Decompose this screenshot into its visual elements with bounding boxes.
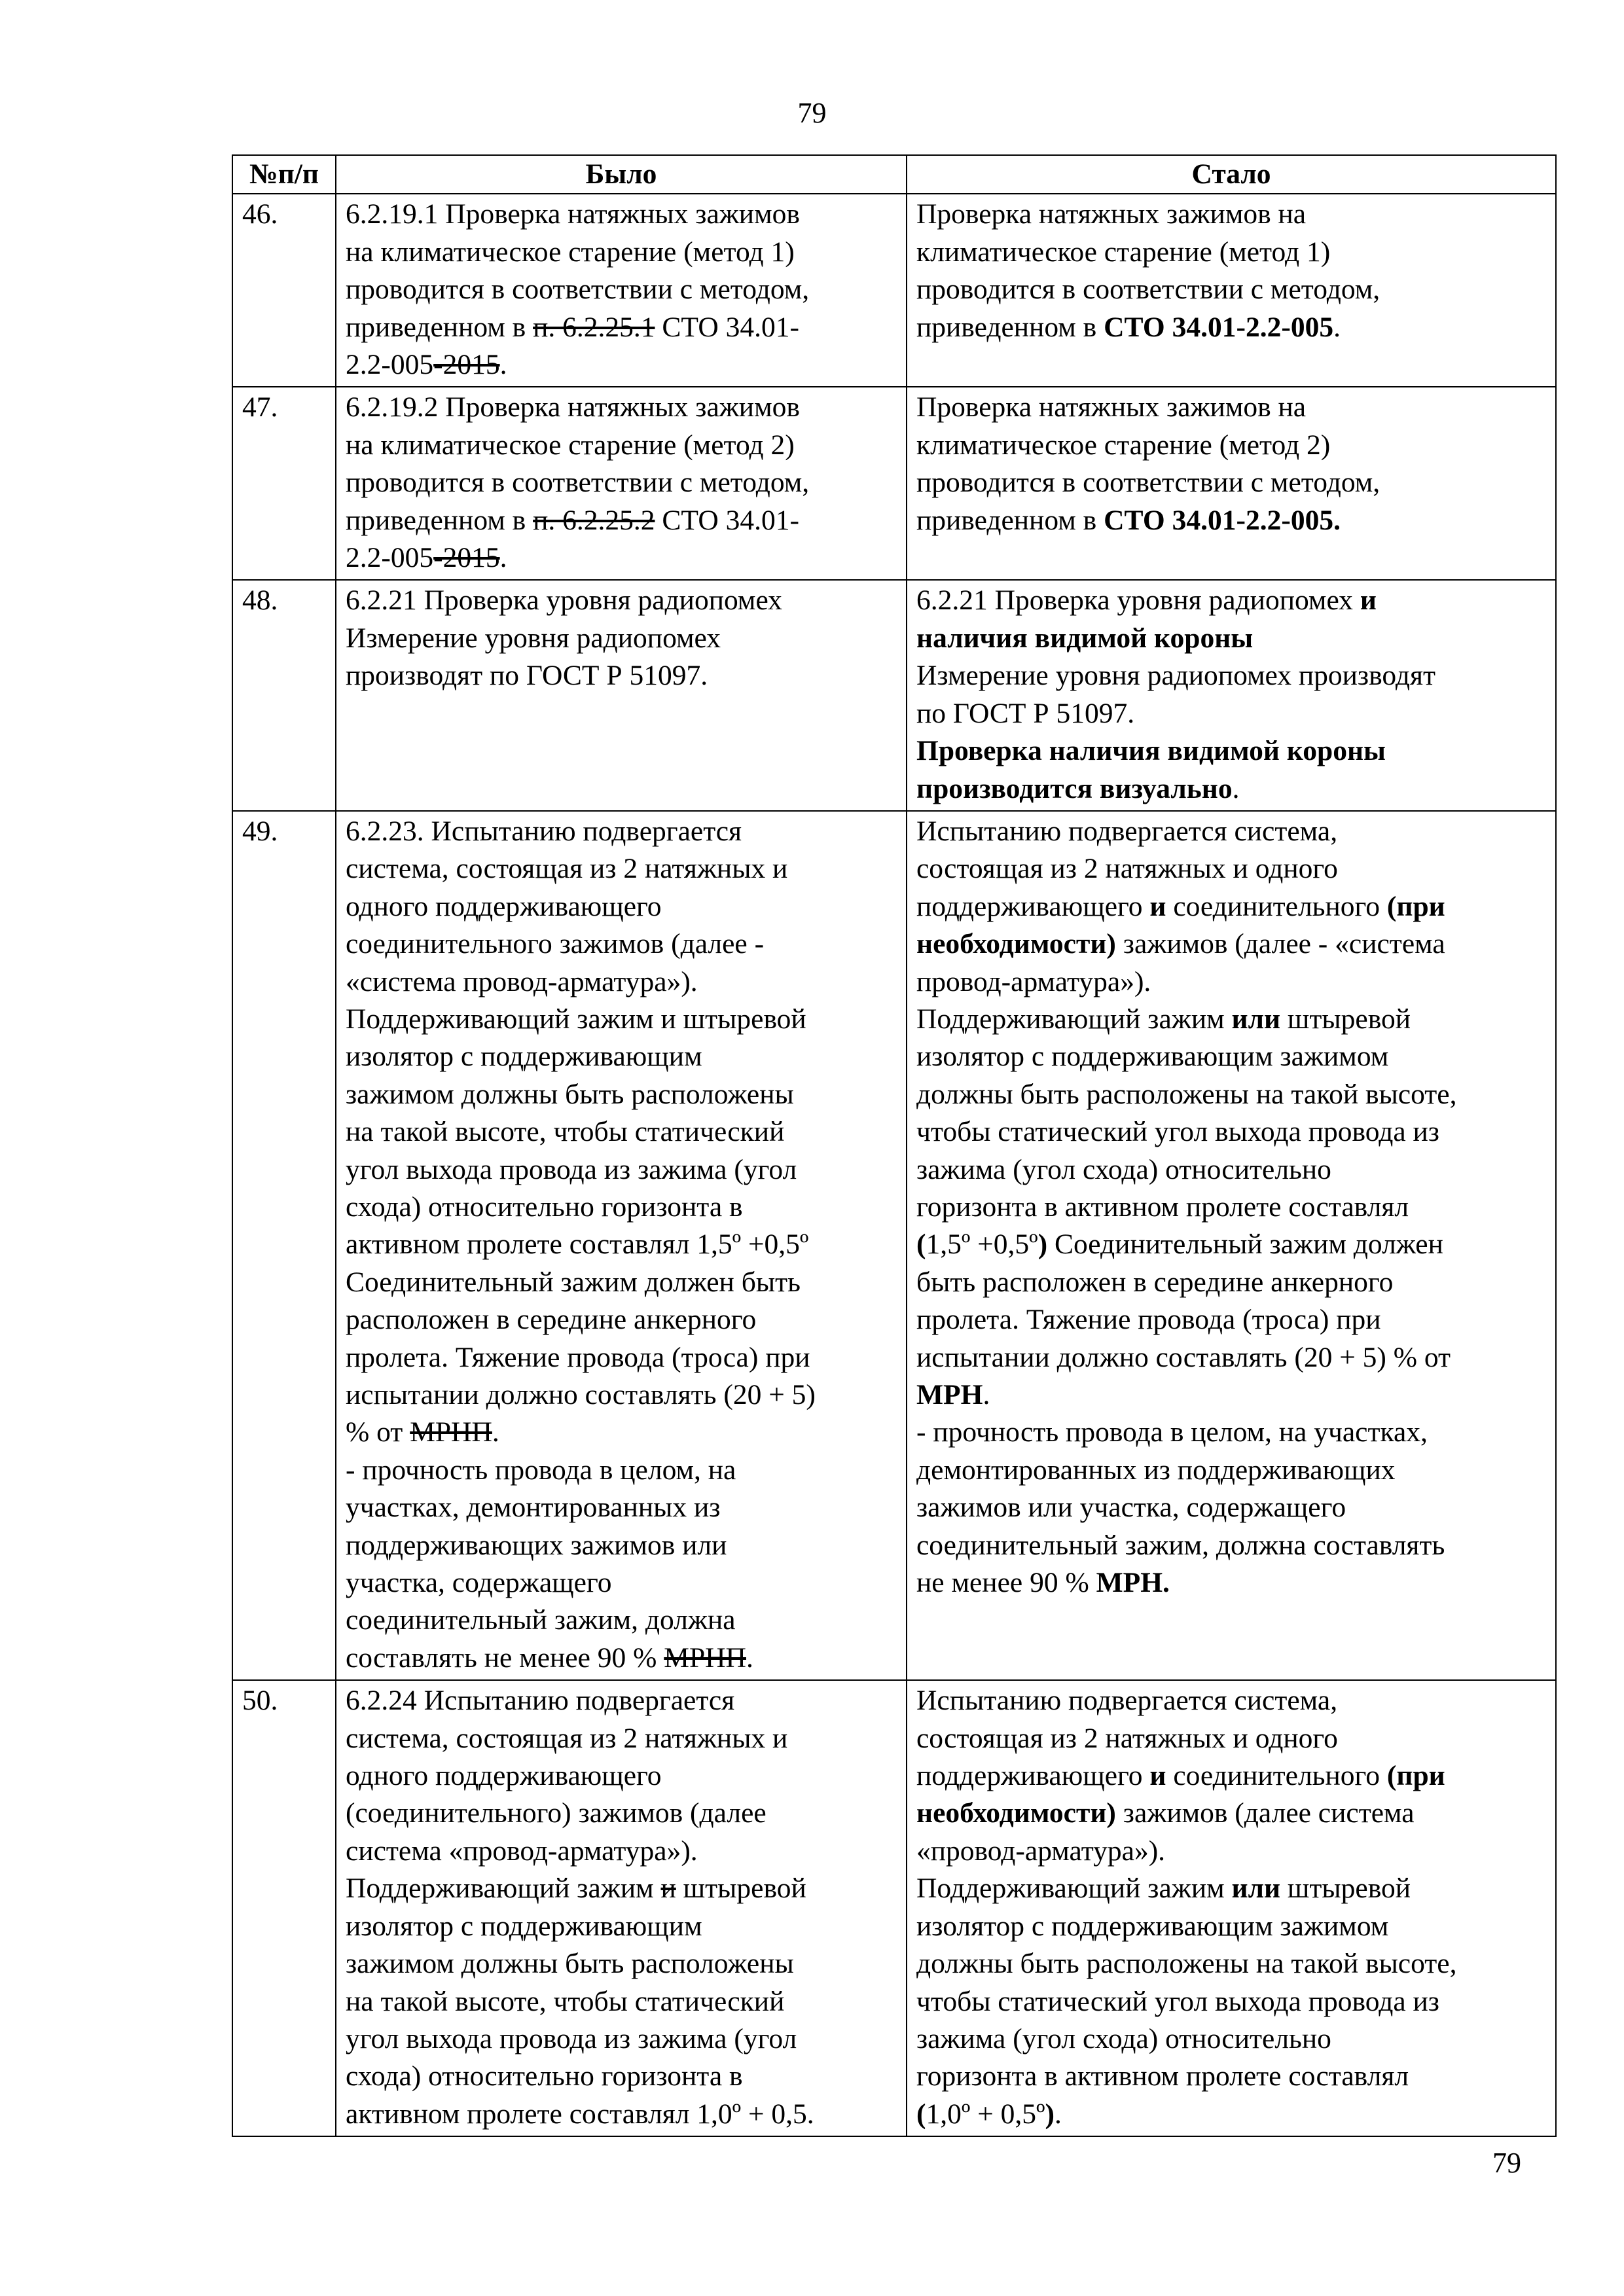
text-segment: пролета. Тяжение провода (троса) при (346, 1341, 810, 1373)
struck-text: и (660, 1873, 676, 1905)
text-line (916, 2020, 1546, 2058)
text-line (916, 1833, 1546, 1870)
text-segment: Измерение уровня радиопомех (346, 622, 721, 654)
text-line (346, 196, 897, 233)
text-segment: изолятор с поддерживающим (346, 1041, 702, 1073)
text-segment: СТО 34.01- (655, 311, 800, 343)
text-segment: горизонта в активном пролете составлял (916, 2060, 1409, 2092)
text-segment: Поддерживающий зажим (346, 1873, 661, 1905)
text-segment: Испытанию подвергается система, (916, 815, 1338, 847)
text-line (346, 1264, 897, 1301)
text-line (916, 1682, 1546, 1719)
cell-became (907, 387, 1556, 580)
comparison-table (232, 154, 1557, 2137)
text-segment: . (1232, 772, 1240, 804)
text-line (346, 1189, 897, 1226)
row-number: 50. (232, 1680, 336, 2136)
text-segment: на такой высоте, чтобы статический (346, 1116, 785, 1148)
header-became: Стало (907, 155, 1556, 194)
text-segment: . (983, 1379, 990, 1410)
text-segment: система «провод-арматура»). (346, 1835, 698, 1867)
text-line (346, 234, 897, 271)
text-segment: приведенном в (916, 504, 1104, 536)
text-line (346, 1757, 897, 1795)
text-segment: быть расположен в середине анкерного (916, 1266, 1394, 1298)
header-num: №п/п (232, 155, 336, 194)
text-line (916, 770, 1546, 808)
text-segment: Проверка натяжных зажимов на (916, 391, 1307, 423)
table-row (232, 387, 1556, 580)
text-line (346, 1983, 897, 2020)
text-segment: штыревой (676, 1873, 806, 1905)
struck-text: МРНП (410, 1416, 492, 1448)
text-line (916, 1945, 1546, 1982)
text-line (916, 582, 1546, 619)
bold-text: наличия видимой короны (916, 622, 1254, 654)
bold-text: СТО 34.01-2.2-005 (1104, 311, 1334, 343)
text-line (346, 963, 897, 1001)
text-segment: климатическое старение (метод 1) (916, 236, 1331, 268)
text-segment: . (746, 1641, 753, 1674)
text-segment: производят по ГОСТ Р 51097. (346, 660, 708, 692)
table-row (232, 1680, 1556, 2136)
text-segment: «провод-арматура»). (916, 1835, 1166, 1867)
text-segment: соединительного (1166, 890, 1387, 922)
text-segment: соединительного (1166, 1760, 1387, 1792)
text-line (916, 1001, 1546, 1038)
bold-text: производится визуально (916, 772, 1233, 804)
text-segment: активном пролете составлял 1,0º + 0,5. (346, 2098, 814, 2130)
text-line (346, 1795, 897, 1832)
text-segment: одного поддерживающего (346, 1760, 662, 1792)
text-segment: . (499, 349, 507, 381)
text-line (916, 888, 1546, 925)
text-line (916, 234, 1546, 271)
row-number: 46. (232, 194, 336, 387)
text-segment: 6.2.19.2 Проверка натяжных зажимов (346, 391, 800, 423)
text-line (916, 2058, 1546, 2095)
text-segment: штыревой (1280, 1003, 1411, 1035)
cell-was (336, 580, 907, 810)
cell-was (336, 387, 907, 580)
text-line (916, 925, 1546, 963)
text-line (346, 582, 897, 619)
text-line (346, 813, 897, 850)
text-segment: чтобы статический угол выхода провода из (916, 1985, 1439, 2017)
text-line (346, 1376, 897, 1414)
cell-became (907, 580, 1556, 810)
text-segment: соединительный зажим, должна составлять (916, 1529, 1445, 1561)
text-segment: 6.2.24 Испытанию подвергается (346, 1685, 735, 1717)
text-line (346, 2096, 897, 2133)
text-segment: поддерживающего (916, 1760, 1150, 1792)
text-segment: Измерение уровня радиопомех производят (916, 660, 1436, 692)
table-row (232, 580, 1556, 810)
cell-was (336, 1680, 907, 2136)
text-segment: 2.2-005 (346, 349, 434, 381)
text-segment: должны быть расположены на такой высоте, (916, 1948, 1457, 1980)
text-segment: изолятор с поддерживающим зажимом (916, 1910, 1389, 1942)
bold-text: (при (1386, 1760, 1445, 1792)
text-segment: климатическое старение (метод 2) (916, 429, 1331, 461)
row-number: 49. (232, 811, 336, 1680)
text-segment: по ГОСТ Р 51097. (916, 697, 1135, 729)
text-line (916, 1908, 1546, 1945)
text-line (346, 657, 897, 694)
text-segment: . (1055, 2098, 1062, 2130)
text-segment: расположен в середине анкерного (346, 1304, 757, 1336)
bold-text: Проверка наличия видимой короны (916, 735, 1386, 767)
text-segment: система, состоящая из 2 натяжных и (346, 1722, 788, 1754)
text-line (346, 1833, 897, 1870)
cell-became (907, 1680, 1556, 2136)
text-line (916, 1189, 1546, 1226)
text-segment: изолятор с поддерживающим зажимом (916, 1041, 1389, 1073)
bold-text: или (1231, 1003, 1281, 1035)
text-line (916, 1076, 1546, 1113)
text-line (346, 346, 897, 384)
text-segment: испытании должно составлять (20 + 5) (346, 1379, 816, 1410)
text-segment: система, состоящая из 2 натяжных и (346, 853, 788, 885)
text-segment: . (1333, 311, 1341, 343)
text-line (916, 813, 1546, 850)
struck-text: п. 6.2.25.1 (533, 311, 655, 343)
text-line (916, 389, 1546, 426)
text-segment: поддерживающих зажимов или (346, 1529, 727, 1561)
text-line (346, 1870, 897, 1907)
text-segment: - прочность провода в целом, на участках, (916, 1416, 1428, 1448)
row-number: 48. (232, 580, 336, 810)
text-segment: Испытанию подвергается система, (916, 1685, 1338, 1717)
text-line (916, 1870, 1546, 1907)
text-segment: 6.2.19.1 Проверка натяжных зажимов (346, 198, 800, 230)
text-line (346, 309, 897, 346)
text-line (916, 502, 1546, 539)
text-line (346, 1301, 897, 1338)
text-line (916, 1414, 1546, 1451)
text-segment: Поддерживающий зажим и штыревой (346, 1003, 806, 1035)
text-segment: 1,5º +0,5º (926, 1229, 1038, 1261)
text-segment: пролета. Тяжение провода (троса) при (916, 1304, 1381, 1336)
text-segment: чтобы статический угол выхода провода из (916, 1116, 1439, 1148)
text-segment: горизонта в активном пролете составлял (916, 1191, 1409, 1223)
text-line (346, 1682, 897, 1719)
text-line (916, 1264, 1546, 1301)
text-line (346, 2058, 897, 2095)
text-segment: зажимом должны быть расположены (346, 1078, 794, 1110)
bold-text: МРН. (1096, 1567, 1170, 1599)
struck-text: п. 6.2.25.2 (533, 504, 655, 536)
text-line (346, 502, 897, 539)
text-line (346, 850, 897, 888)
text-segment: приведенном в (346, 311, 533, 343)
text-line (346, 1640, 897, 1677)
text-segment: Поддерживающий зажим (916, 1003, 1232, 1035)
text-segment: участках, демонтированных из (346, 1492, 721, 1524)
text-segment: на климатическое старение (метод 2) (346, 429, 795, 461)
text-segment: (соединительного) зажимов (далее (346, 1797, 767, 1829)
text-segment: . (492, 1416, 499, 1448)
text-segment: 6.2.21 Проверка уровня радиопомех (346, 584, 782, 617)
text-segment: не менее 90 % (916, 1567, 1096, 1599)
text-segment: участка, содержащего (346, 1567, 612, 1599)
text-segment: зажимов (далее система (1115, 1797, 1415, 1829)
text-line (916, 850, 1546, 888)
text-segment: провод-арматура»). (916, 965, 1151, 997)
text-line (346, 1527, 897, 1564)
text-line (916, 695, 1546, 732)
text-line (916, 1795, 1546, 1832)
text-line (346, 1720, 897, 1757)
text-segment: состоящая из 2 натяжных и одного (916, 1722, 1338, 1754)
text-line (916, 1720, 1546, 1757)
text-line (916, 196, 1546, 233)
struck-text: МРНП (664, 1641, 746, 1674)
text-segment: Соединительный зажим должен (1047, 1229, 1443, 1261)
text-segment: «система провод-арматура»). (346, 965, 698, 997)
text-line (916, 1983, 1546, 2020)
text-line (916, 732, 1546, 770)
text-segment: состоящая из 2 натяжных и одного (916, 853, 1338, 885)
text-line (346, 1564, 897, 1602)
page-number-bottom: 79 (1492, 2147, 1521, 2179)
text-segment: Поддерживающий зажим (916, 1873, 1232, 1905)
text-line (916, 1301, 1546, 1338)
text-segment: зажимом должны быть расположены (346, 1948, 794, 1980)
text-segment: схода) относительно горизонта в (346, 1191, 743, 1223)
text-line (346, 1339, 897, 1376)
text-segment: Проверка натяжных зажимов на (916, 198, 1307, 230)
bold-text: ) (1045, 2098, 1055, 2130)
text-line (916, 1452, 1546, 1489)
text-segment: угол выхода провода из зажима (угол (346, 1153, 797, 1185)
cell-became (907, 194, 1556, 387)
text-line (346, 389, 897, 426)
text-line (346, 2020, 897, 2058)
text-line (346, 925, 897, 963)
text-segment: приведенном в (346, 504, 533, 536)
text-line (346, 427, 897, 464)
text-line (346, 539, 897, 577)
page-number-top: 79 (797, 97, 827, 129)
text-line (346, 888, 897, 925)
text-segment: - прочность провода в целом, на (346, 1454, 736, 1486)
bold-text: и (1360, 584, 1377, 617)
text-segment: зажимов или участка, содержащего (916, 1492, 1346, 1524)
text-line (346, 1414, 897, 1451)
text-line (346, 1945, 897, 1982)
text-segment: зажимов (далее - «система (1115, 928, 1445, 960)
text-line (916, 1376, 1546, 1414)
bold-text: ( (916, 1229, 926, 1261)
text-segment: проводится в соответствии с методом, (916, 274, 1380, 306)
bold-text: (при (1386, 890, 1445, 922)
header-was: Было (336, 155, 907, 194)
text-line (916, 1527, 1546, 1564)
text-segment: испытании должно составлять (20 + 5) % от (916, 1341, 1451, 1373)
text-segment: Соединительный зажим должен быть (346, 1266, 801, 1298)
text-segment: схода) относительно горизонта в (346, 2060, 743, 2092)
bold-text: СТО 34.01-2.2-005. (1104, 504, 1341, 536)
text-line (346, 1151, 897, 1189)
text-segment: проводится в соответствии с методом, (916, 467, 1380, 499)
text-segment: составлять не менее 90 % (346, 1641, 664, 1674)
text-line (916, 1564, 1546, 1602)
bold-text: необходимости) (916, 1797, 1116, 1829)
text-line (346, 464, 897, 501)
text-segment: 2.2-005 (346, 542, 434, 574)
text-segment: проводится в соответствии с методом, (346, 274, 810, 306)
cell-was (336, 194, 907, 387)
text-segment: СТО 34.01- (655, 504, 800, 536)
bold-text: и (1149, 890, 1166, 922)
bold-text: МРН (916, 1379, 983, 1410)
text-line (916, 620, 1546, 657)
text-segment: активном пролете составлял 1,5º +0,5º (346, 1229, 809, 1261)
text-segment: одного поддерживающего (346, 890, 662, 922)
bold-text: ) (1038, 1229, 1048, 1261)
text-line (916, 1339, 1546, 1376)
text-line (916, 963, 1546, 1001)
text-line (346, 1226, 897, 1263)
text-line (916, 309, 1546, 346)
text-segment: % от (346, 1416, 410, 1448)
text-line (346, 1908, 897, 1945)
row-number: 47. (232, 387, 336, 580)
text-line (346, 1113, 897, 1151)
text-segment: на климатическое старение (метод 1) (346, 236, 795, 268)
text-line (916, 1113, 1546, 1151)
text-line (346, 1076, 897, 1113)
text-line (916, 464, 1546, 501)
bold-text: и (1149, 1760, 1166, 1792)
text-line (916, 427, 1546, 464)
struck-text: -2015 (433, 349, 500, 381)
text-segment: 6.2.21 Проверка уровня радиопомех (916, 584, 1360, 617)
table-row (232, 194, 1556, 387)
text-line (346, 271, 897, 308)
text-segment: соединительный зажим, должна (346, 1604, 736, 1636)
text-line (916, 1151, 1546, 1189)
text-line (916, 1489, 1546, 1526)
cell-became (907, 811, 1556, 1680)
text-segment: зажима (угол схода) относительно (916, 2022, 1331, 2054)
text-line (346, 1038, 897, 1075)
text-segment: штыревой (1280, 1873, 1411, 1905)
text-line (346, 1001, 897, 1038)
text-line (916, 271, 1546, 308)
text-line (346, 1602, 897, 1639)
text-segment: угол выхода провода из зажима (угол (346, 2022, 797, 2054)
text-segment: соединительного зажимов (далее - (346, 928, 765, 960)
text-line (916, 2096, 1546, 2133)
text-line (916, 1038, 1546, 1075)
table-row (232, 811, 1556, 1680)
text-line (346, 1489, 897, 1526)
table-header-row (232, 155, 1556, 194)
cell-was (336, 811, 907, 1680)
bold-text: ( (916, 2098, 926, 2130)
text-line (916, 1226, 1546, 1263)
text-segment: поддерживающего (916, 890, 1150, 922)
bold-text: необходимости) (916, 928, 1116, 960)
text-segment: 6.2.23. Испытанию подвергается (346, 815, 742, 847)
text-segment: зажима (угол схода) относительно (916, 1153, 1331, 1185)
text-segment: должны быть расположены на такой высоте, (916, 1078, 1457, 1110)
text-segment: . (499, 542, 507, 574)
text-segment: демонтированных из поддерживающих (916, 1454, 1396, 1486)
text-line (346, 1452, 897, 1489)
text-segment: на такой высоте, чтобы статический (346, 1985, 785, 2017)
text-segment: приведенном в (916, 311, 1104, 343)
text-line (916, 1757, 1546, 1795)
struck-text: -2015 (433, 542, 500, 574)
text-segment: 1,0º + 0,5º (926, 2098, 1045, 2130)
text-line (346, 620, 897, 657)
bold-text: или (1231, 1873, 1281, 1905)
text-line (916, 657, 1546, 694)
text-segment: изолятор с поддерживающим (346, 1910, 702, 1942)
text-segment: проводится в соответствии с методом, (346, 467, 810, 499)
